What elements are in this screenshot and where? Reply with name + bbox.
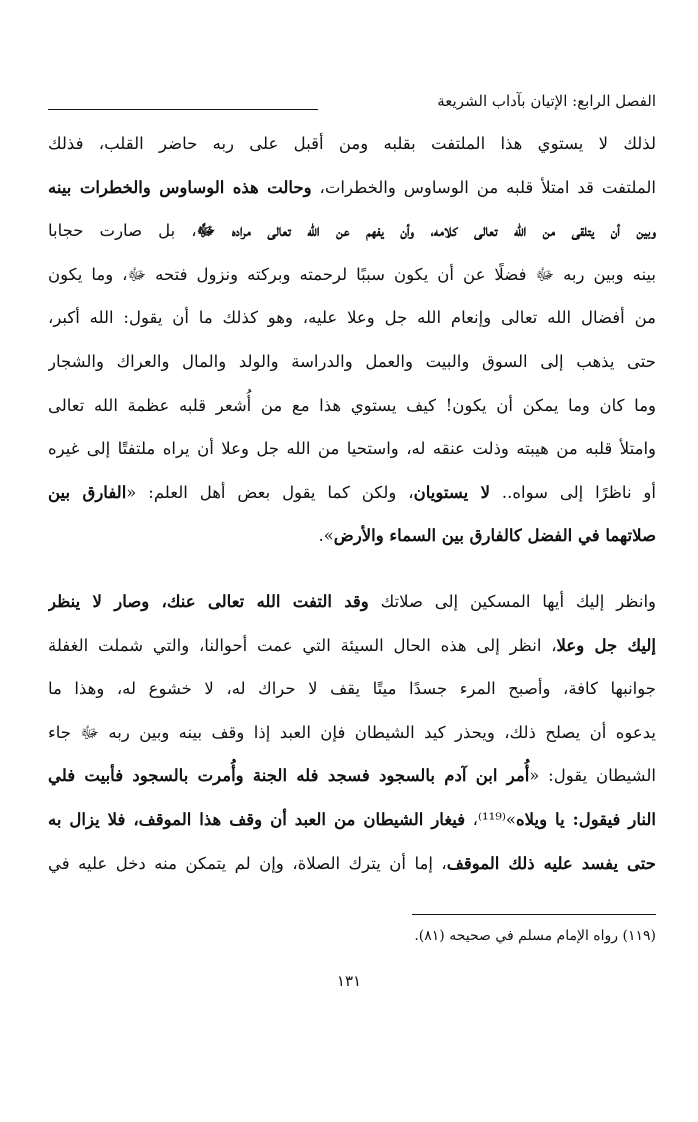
bold-text-run: النار فيقول: يا ويلاه [516,809,656,829]
text-run: أو ناظرًا إلى سواه.. [489,482,656,502]
text-run: ». [318,526,334,546]
footnote-divider [412,914,656,915]
bold-text-run: وبين أن يتلقى من الله تعالى كلامه، وأن يفهم عن الله تعالى مراده ﷻ [196,221,656,241]
text-run: وما كان وما يمكن أن يكون! كيف يستوي هذا مع من أُشعر قلبه عظمة الله تعالى [48,395,656,415]
text-run: »⁽¹¹⁹⁾، [465,809,517,829]
page-number: ١٣١ [336,972,362,990]
text-line [48,384,656,428]
text-run: الشيطان يقول: « [529,766,656,786]
running-header [48,92,656,122]
bold-text-run: وحالت هذه الوساوس والخطرات بينه [48,177,312,197]
bold-text-run: أُمر ابن آدم بالسجود فسجد فله الجنة وأُمرت بالسجود فأبيت فلي [48,766,530,786]
bold-text-run: حتى يفسد عليه ذلك الموقف [446,853,656,873]
text-run: يدعوه أن يصلح ذلك، ويحذر كيد الشيطان فإن العبد إذا وقف بينه وبين ربه ﷻ جاء [48,722,656,742]
text-line [48,842,656,886]
text-line [48,122,656,166]
text-line [48,166,656,210]
text-run: وامتلأ قلبه من هيبته وذلت عنقه له، واستحيا من الله جل وعلا أن يراه ملتفتًا إلى غيره [48,439,656,459]
text-run: لذلك لا يستوي هذا الملتفت بقلبه ومن أقبل على ربه حاضر القلب، فذلك [48,134,656,153]
bold-text-run: لا يستويان [413,482,490,502]
text-run: ، ولكن كما يقول بعض أهل العلم: « [126,482,414,502]
text-line [48,711,656,755]
text-line [48,754,656,798]
footnote: (١١٩) رواه الإمام مسلم في صحيحه (٨١). [414,928,656,944]
text-line [48,427,656,471]
bold-text-run: وقد التفت الله تعالى عنك، وصار لا ينظر [48,591,369,611]
text-run: جوانبها كافة، وأصبح المرء جسدًا ميتًا يقف لا حراك له، لا خشوع له، وهذا ما [48,679,656,699]
paragraph-gap [48,558,656,580]
text-line [48,471,656,515]
text-run: ، انظر إلى هذه الحال السيئة التي عمت أحوالنا، والتي شملت الغفلة [48,635,557,655]
text-line [48,624,656,668]
text-line [48,514,656,558]
text-line [48,580,656,624]
text-run: ، بل صارت حجابا [48,221,197,241]
text-run: بينه وبين ربه ﷻ فضلًا عن أن يكون سببًا لرحمته وبركته ونزول فتحه ﷻ، وما يكون [48,264,656,284]
bold-text-run: فيغار الشيطان من العبد أن وقف هذا الموقف، فلا يزال به [48,809,466,829]
text-run: ، إما أن يترك الصلاة، وإن لم يتمكن منه دخل عليه في [48,853,447,873]
text-line [48,667,656,711]
text-run: حتى يذهب إلى السوق والبيت والعمل والدراسة والولد والمال والعراك والشجار [48,351,656,371]
text-line [48,253,656,297]
text-line [48,798,656,842]
text-run: وانظر إليك أيها المسكين إلى صلاتك [368,591,656,611]
text-run: من أفضال الله تعالى وإنعام الله جل وعلا عليه، وهو كذلك ما أن يقول: الله أكبر، [48,308,656,328]
text-run: الملتفت قد امتلأ قلبه من الوساوس والخطرات، [311,177,656,197]
text-line [48,209,656,253]
bold-text-run: الفارق بين [48,482,127,502]
text-line [48,340,656,384]
bold-text-run: صلاتهما في الفضل كالفارق بين السماء والأرض [333,526,656,546]
header-rule [48,109,318,110]
header-title: الفصل الرابع: الإتيان بآداب الشريعة [437,92,656,110]
bold-text-run: إليك جل وعلا [556,635,656,655]
text-line [48,296,656,340]
body-text [48,122,656,885]
